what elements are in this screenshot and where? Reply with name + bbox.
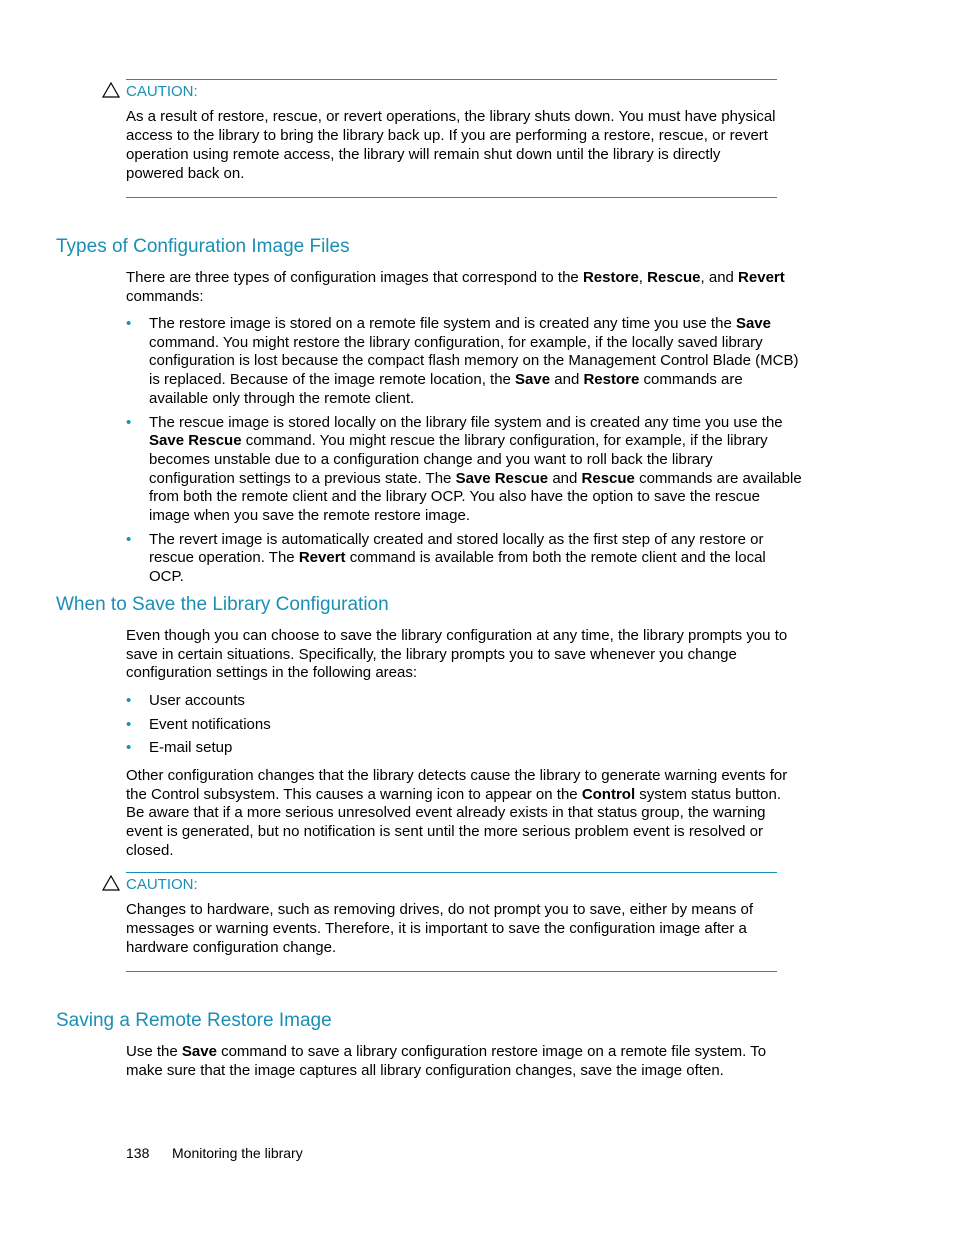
warning-triangle-icon xyxy=(102,875,120,891)
bullet-icon: • xyxy=(126,315,132,332)
list-item: • The restore image is stored on a remote file system and is created any time you use the Save command. You might restore the library configuration, for example, if the locally saved library configuration is lost because the compact flash memory on the Management Control Blade (MCB) is replaced. Because of the image remote location, the Save and Restore commands are available only through the remote client. xyxy=(126,315,799,407)
warning-triangle-icon xyxy=(102,82,120,98)
bullet-icon: • xyxy=(126,413,132,431)
other-changes-paragraph: Other configuration changes that the library detects cause the library to generate warning events for the Control subsystem. This causes a warning icon to appear on the Control system status button. Be aware that if a more serious unresolved event already exists in that status group, the warning event is generated, but no notification is sent until the more serious problem event is resolved or closed. xyxy=(126,767,788,859)
caution-box-1 xyxy=(126,79,777,198)
section-heading-when-to-save: When to Save the Library Configuration xyxy=(56,594,389,615)
list-item: • The rescue image is stored locally on the library file system and is created any time you use the Save Rescue command. You might rescue the library configuration, for example, if the library becomes unstable due to a configuration change and you want to roll back the library configuration settings to a previous state. The Save Rescue and Rescue commands are available from both the remote client and the library OCP. You also have the option to save the rescue image when you save the remote restore image. xyxy=(126,413,802,525)
list-item: • The revert image is automatically created and stored locally as the first step of any restore or rescue operation. The Revert command is available from both the remote client and the local OCP. xyxy=(126,530,766,586)
bullet-icon: • xyxy=(126,692,132,709)
when-to-save-intro: Even though you can choose to save the library configuration at any time, the library prompts you to save in certain situations. Specifically, the library prompts you to save whenever you change configuration settings in the following areas: xyxy=(126,627,788,682)
list-item: • E-mail setup xyxy=(126,739,233,757)
bullet-icon: • xyxy=(126,715,132,733)
list-item: • Event notifications xyxy=(126,715,271,733)
areas-bullet-list xyxy=(126,692,802,763)
caution-box-2 xyxy=(126,872,777,972)
bullet-icon: • xyxy=(126,530,132,548)
caution-label: CAUTION: xyxy=(126,876,198,893)
bullet-icon: • xyxy=(126,739,132,757)
page-footer xyxy=(126,1144,303,1162)
section-heading-saving-remote: Saving a Remote Restore Image xyxy=(56,1010,332,1031)
page-number: 138 xyxy=(126,1145,150,1161)
saving-remote-paragraph: Use the Save command to save a library configuration restore image on a remote file system. To make sure that the image captures all library configuration changes, save the image often. xyxy=(126,1043,767,1079)
chapter-title: Monitoring the library xyxy=(172,1145,303,1161)
types-intro: There are three types of configuration images that correspond to the Restore, Rescue, and Revert commands: xyxy=(126,269,785,305)
list-item: • User accounts xyxy=(126,692,245,709)
section-heading-types: Types of Configuration Image Files xyxy=(56,236,350,257)
caution-label: CAUTION: xyxy=(126,83,198,100)
types-bullet-list xyxy=(126,315,802,592)
caution-text: As a result of restore, rescue, or revert operations, the library shuts down. You must have physical access to the library to bring the library back up. If you are performing a restore, rescue, or revert operation using remote access, the library will remain shut down until the library is directly powered back on. xyxy=(126,108,776,182)
caution-text: Changes to hardware, such as removing drives, do not prompt you to save, either by means of messages or warning events. Therefore, it is important to save the configuration image after a hardware configuration change. xyxy=(126,901,753,956)
